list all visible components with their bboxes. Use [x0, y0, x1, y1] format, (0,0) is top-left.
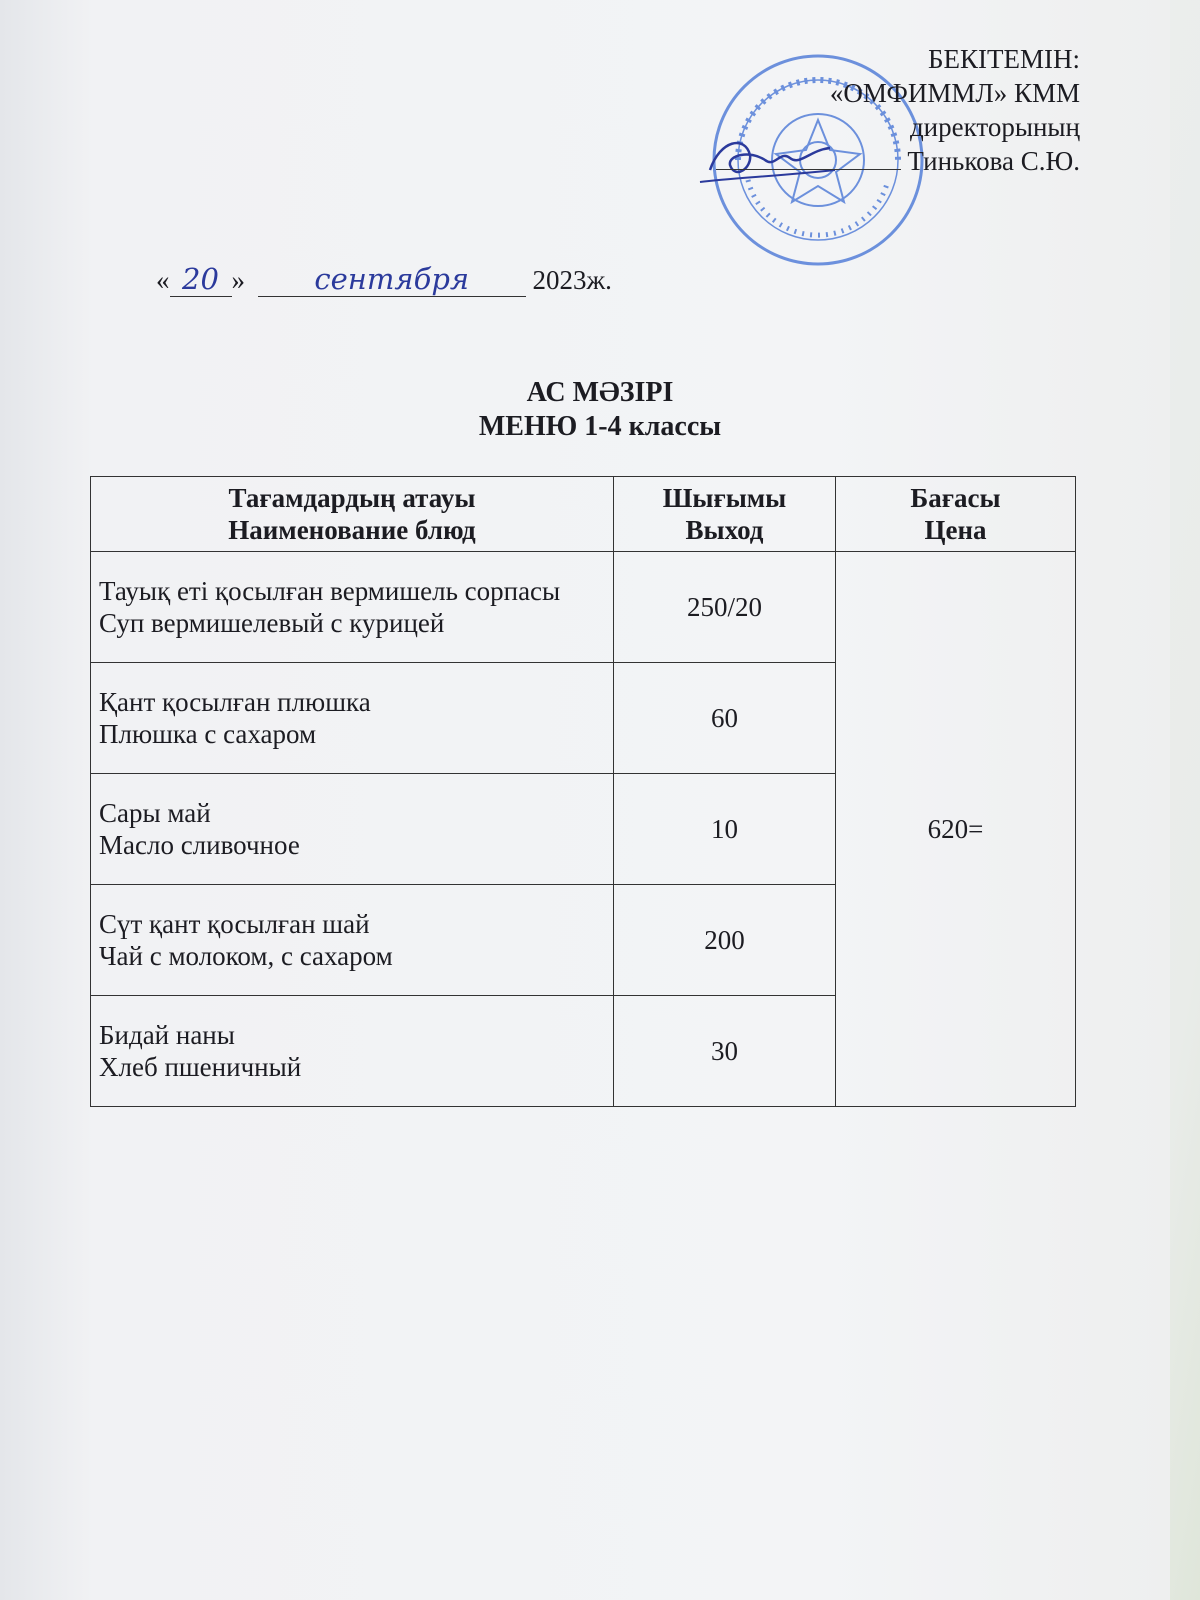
dish-name-kz: Қант қосылған плюшка	[99, 687, 371, 717]
header-output-kz: Шығымы	[662, 483, 787, 513]
header-dish-name-kz: Тағамдардың атауы	[228, 483, 476, 513]
header-price-ru: Цена	[924, 515, 987, 545]
dish-name-kz: Сары май	[99, 798, 211, 828]
menu-table	[90, 476, 1076, 1107]
dish-name-kz: Сүт қант қосылған шай	[99, 909, 370, 939]
dish-output-cell: 10	[614, 774, 836, 885]
header-dish-name	[91, 477, 614, 552]
header-price-kz: Бағасы	[910, 483, 1001, 513]
dish-output-cell: 60	[614, 663, 836, 774]
table-row	[91, 552, 1076, 663]
dish-output-cell: 200	[614, 885, 836, 996]
date-month: сентября	[258, 262, 526, 297]
title-kz: АС МӘЗІРІ	[526, 377, 674, 408]
dish-name-cell	[91, 885, 614, 996]
dish-name-kz: Тауық еті қосылған вермишель сорпасы	[99, 576, 561, 606]
price-cell: 620=	[836, 552, 1076, 1107]
approval-date	[156, 262, 612, 297]
approval-line-2: «ОМФИММЛ» КММ	[829, 78, 1080, 108]
director-name: Тинькова С.Ю.	[907, 146, 1080, 176]
approval-line-4	[716, 144, 1080, 178]
dish-output-cell: 30	[614, 996, 836, 1107]
dish-name-cell	[91, 996, 614, 1107]
approval-line-3: директорының	[909, 112, 1080, 142]
dish-name-cell	[91, 774, 614, 885]
dish-name-ru: Масло сливочное	[99, 830, 300, 860]
dish-name-ru: Плюшка с сахаром	[99, 719, 317, 749]
dish-output-cell: 250/20	[614, 552, 836, 663]
header-output-ru: Выход	[685, 515, 764, 545]
date-year: 2023ж.	[532, 265, 612, 295]
dish-name-ru: Суп вермишелевый с курицей	[99, 608, 445, 638]
approval-block	[716, 42, 1080, 178]
approval-line-1: БЕКІТЕМІН:	[928, 44, 1080, 74]
dish-name-ru: Хлеб пшеничный	[99, 1052, 302, 1082]
title-ru: МЕНЮ 1-4 классы	[478, 411, 722, 442]
dish-name-cell	[91, 663, 614, 774]
date-day: 20	[170, 262, 232, 297]
table-header-row	[91, 477, 1076, 552]
dish-name-kz: Бидай наны	[99, 1020, 235, 1050]
header-dish-name-ru: Наименование блюд	[228, 515, 476, 545]
dish-name-cell	[91, 552, 614, 663]
date-close-quote: »	[231, 265, 245, 295]
header-price	[836, 477, 1076, 552]
signature-line	[716, 168, 901, 170]
dish-name-ru: Чай с молоком, с сахаром	[99, 941, 393, 971]
date-open-quote: «	[156, 265, 170, 295]
header-output	[614, 477, 836, 552]
page-title	[0, 376, 1200, 444]
